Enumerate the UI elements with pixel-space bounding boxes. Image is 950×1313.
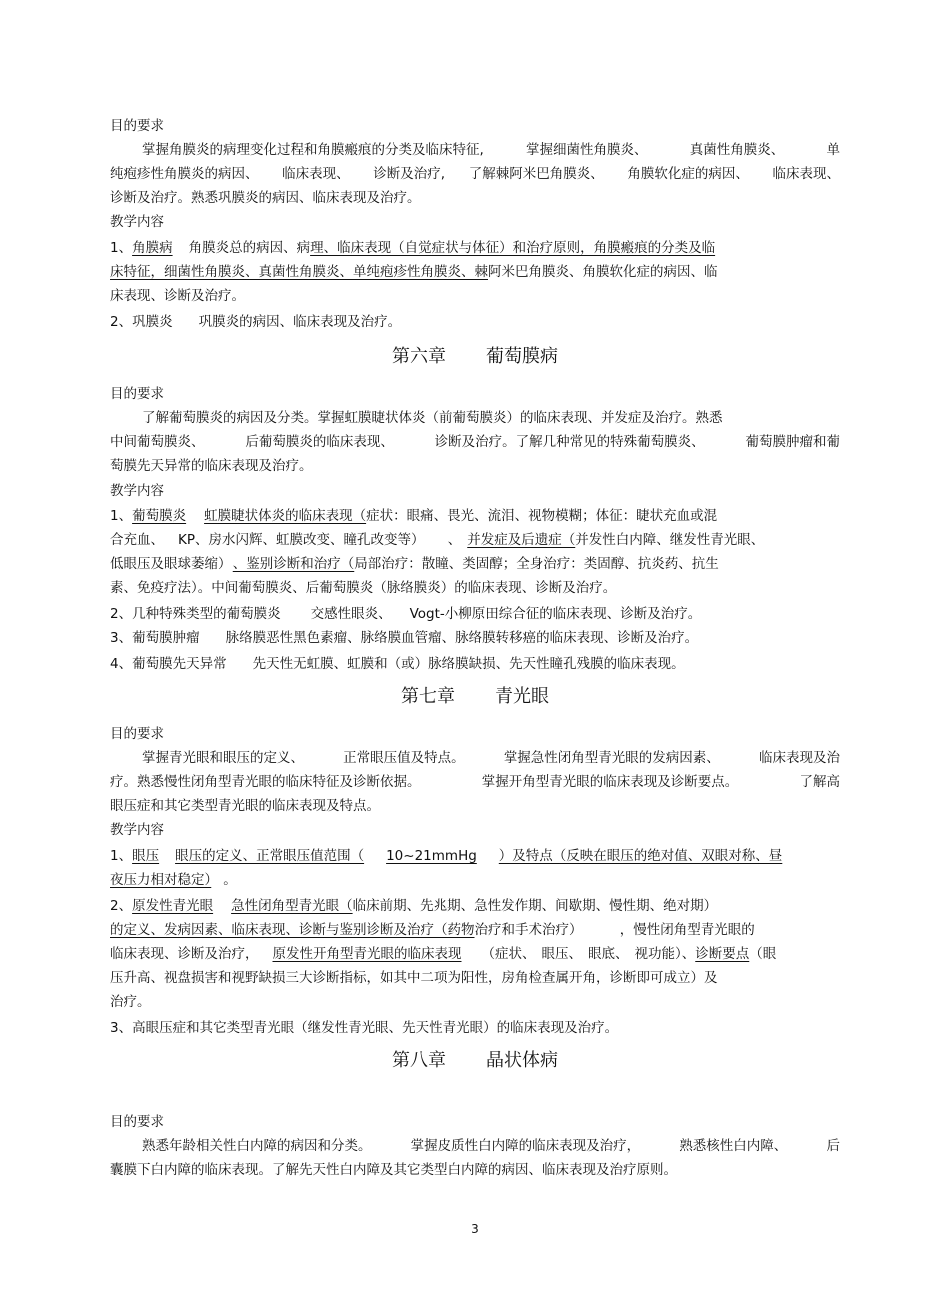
goal-text-line: 萄膜先天异常的临床表现及治疗。 [110, 458, 313, 474]
content-heading: 教学内容 [110, 483, 164, 499]
chapter-name: 青光眼 [495, 686, 549, 707]
text-run: 床特征， [110, 264, 164, 280]
text-run: 局部治疗：散瞳、类固醇；全身治疗：类固醇、抗炎药、抗生 [354, 556, 719, 572]
text-run: 4、葡萄膜先天异常 [110, 656, 227, 672]
text-run: 临床前期、先兆期、急性发作期、间歇期、慢性期、绝对期） [352, 898, 718, 914]
item-keyword: 眼压 [132, 848, 160, 864]
text-run: 合充血、 [110, 532, 164, 548]
text-run: 掌握急性闭角型青光眼的发病因素、 [503, 750, 720, 766]
goal-text-line [142, 140, 840, 160]
text-run: 眼底、 [588, 946, 629, 962]
text-run: 、 [447, 532, 462, 548]
goal-heading: 目的要求 [110, 386, 164, 402]
text-run: 眼压、 [541, 946, 582, 962]
text-run: 脉络膜恶性黑色素瘤、脉络膜血管瘤、脉络膜转移癌的临床表现、诊断及治疗。 [225, 630, 699, 646]
text-run: （症状、 [481, 946, 536, 962]
text-run: 巩膜炎的病因、临床表现及治疗。 [198, 314, 402, 330]
content-item: 床表现、诊断及治疗。 [110, 288, 245, 304]
text-run: 1、 [110, 508, 133, 524]
text-run: 。中间葡萄膜炎、后葡萄膜炎（脉络膜炎）的临床表现、诊断及治疗。 [197, 580, 617, 596]
text-run: 葡萄膜肿瘤和葡 [745, 434, 840, 450]
text-run: 诊断及治疗。了解几种常见的特殊葡萄膜炎、 [434, 434, 705, 450]
text-run: 后 [826, 1138, 840, 1154]
text-run: 药物 [447, 922, 475, 938]
chapter-number: 第八章 [392, 1050, 446, 1071]
text-run: 了解棘阿米巴角膜炎、 [468, 166, 604, 182]
text-run: 并发症及后遗症（ [467, 532, 576, 548]
text-run: ，慢性闭角型青光眼的 [619, 922, 755, 938]
item-keyword: 葡萄膜炎 [132, 508, 187, 524]
content-item [110, 604, 840, 624]
content-item [110, 262, 840, 282]
text-run: 夜压力相对稳定） [110, 872, 212, 888]
text-run: 、鉴别诊断和治疗（ [232, 556, 355, 572]
content-item [110, 846, 840, 866]
content-item [110, 238, 840, 258]
text-run: 中间葡萄膜炎、 [110, 434, 205, 450]
content-item [110, 870, 840, 890]
chapter-title [0, 684, 950, 710]
text-run: 急性闭角型青光眼（ [231, 898, 353, 914]
content-item [110, 506, 840, 526]
goal-text-line: 了解葡萄膜炎的病因及分类。掌握虹膜睫状体炎（前葡萄膜炎）的临床表现、并发症及治疗。熟悉 [142, 410, 723, 426]
text-run: 临床表现、 [282, 166, 350, 182]
text-run: 2、几种特殊类型的葡萄膜炎 [110, 606, 281, 622]
text-run: 2、 [110, 898, 133, 914]
text-run: 素、免疫疗法） [110, 580, 198, 596]
goal-heading: 目的要求 [110, 726, 164, 742]
goal-text-line [110, 164, 840, 184]
text-run: 原发性开角型青光眼的临床表现 [272, 946, 462, 962]
text-run: 1、 [110, 240, 133, 256]
text-run: 细菌性角膜炎、真菌性角膜炎、单纯疱疹性角膜炎、棘 [164, 264, 488, 280]
text-run: 掌握皮质性白内障的临床表现及治疗， [410, 1138, 641, 1154]
text-run: （眼 [749, 946, 777, 962]
text-run: 理、临床表现（自觉症状与体征）和治疗原则，角膜瘢痕 [310, 240, 648, 256]
text-run: 并发性白内障、继发性青光眼、 [575, 532, 765, 548]
text-run: 临床表现、诊断及治疗， [110, 946, 259, 962]
text-run: Vogt-小柳原田综合征的临床表现、诊断及治疗。 [409, 606, 702, 622]
text-run: 视功能）、 [634, 946, 696, 962]
item-keyword: 原发性青光眼 [132, 898, 214, 914]
chapter-number: 第六章 [392, 346, 446, 367]
text-run: 2、巩膜炎 [110, 314, 173, 330]
goal-text-line [110, 432, 840, 452]
text-run: 3、葡萄膜肿瘤 [110, 630, 200, 646]
text-run: 交感性眼炎、 [310, 606, 392, 622]
text-run: 的分类及临 [647, 240, 716, 256]
content-heading: 教学内容 [110, 822, 164, 838]
content-item [110, 628, 840, 648]
content-item [110, 896, 840, 916]
goal-text-line [110, 772, 840, 792]
chapter-title [0, 1048, 950, 1074]
text-run: 了解高 [799, 774, 840, 790]
goal-text-line: 诊断及治疗。熟悉巩膜炎的病因、临床表现及治疗。 [110, 190, 421, 206]
text-run: 诊断及治疗, [373, 166, 446, 182]
text-run: 的定义、发病因素、临床表现、诊断与鉴别诊断及治疗（ [110, 922, 448, 938]
content-item [110, 944, 840, 964]
text-run: 症状：眼痛、畏光、流泪、视物模糊；体征：睫状充血或混 [366, 508, 718, 524]
text-run: 熟悉年龄相关性白内障的病因和分类。 [142, 1138, 372, 1154]
text-run: 熟悉核性白内障、 [679, 1138, 788, 1154]
page-number: 3 [471, 1222, 479, 1236]
text-run: 眼压的定义、正常眼压值范围（ [175, 848, 365, 864]
content-item: 3、高眼压症和其它类型青光眼（继发性青光眼、先天性青光眼）的临床表现及治疗。 [110, 1020, 619, 1036]
text-run: 诊断要点 [695, 946, 750, 962]
text-run: KP、房水闪辉、虹膜改变、瞳孔改变等） [178, 532, 418, 548]
content-item [110, 654, 840, 674]
text-run: 角膜软化症的病因、 [627, 166, 749, 182]
text-run: 掌握青光眼和眼压的定义、 [142, 750, 304, 766]
content-item [110, 554, 840, 574]
content-item [110, 920, 840, 940]
text-run: 正常眼压值及特点。 [343, 750, 465, 766]
text-run: 后葡萄膜炎的临床表现、 [245, 434, 394, 450]
text-run: 疗。熟悉慢性闭角型青光眼的临床特征及诊断依据。 [110, 774, 421, 790]
text-run: 虹膜睫状体炎的临床表现（ [204, 508, 367, 524]
content-item: 治疗。 [110, 994, 151, 1010]
content-item [110, 530, 840, 550]
goal-text-line [142, 1136, 840, 1156]
text-run: 掌握细菌性角膜炎、 [526, 142, 648, 158]
text-run: 掌握开角型青光眼的临床表现及诊断要点。 [481, 774, 739, 790]
text-run: 临床表现、 [772, 166, 840, 182]
text-run: 低眼压及眼球萎缩） [110, 556, 225, 572]
goal-heading: 目的要求 [110, 1114, 164, 1130]
content-item [110, 312, 840, 332]
content-heading: 教学内容 [110, 214, 164, 230]
goal-heading: 目的要求 [110, 118, 164, 134]
goal-text-line: 眼压症和其它类型青光眼的临床表现及特点。 [110, 798, 380, 814]
text-run: 角膜炎总的病因、病 [188, 240, 311, 256]
text-run: 真菌性角膜炎、 [689, 142, 785, 158]
content-item: 压升高、视盘损害和视野缺损三大诊断指标，如其中二项为阳性，房角检查属开角，诊断即可成立）及 [110, 970, 718, 986]
goal-text-line: 囊膜下白内障的临床表现。了解先天性白内障及其它类型白内障的病因、临床表现及治疗原则。 [110, 1162, 677, 1178]
text-run: 掌握角膜炎的病理变化过程和角膜瘢痕的分类及临床特征, [142, 142, 484, 158]
text-run: 临床表现及治 [758, 750, 840, 766]
chapter-number: 第七章 [401, 686, 455, 707]
chapter-title [0, 344, 950, 370]
item-keyword: 角膜病 [132, 240, 173, 256]
chapter-name: 葡萄膜病 [486, 346, 558, 367]
goal-text-line [142, 748, 840, 768]
text-run: ）及特点（反映在眼压的绝对值、双眼对称、昼 [498, 848, 783, 864]
text-run: 治疗和手术治疗） [474, 922, 576, 938]
text-run: 单 [826, 142, 840, 158]
text-run: 1、 [110, 848, 133, 864]
text-run: 10~21mmHg [386, 848, 477, 864]
text-run: 先天性无虹膜、虹膜和（或）脉络膜缺损、先天性瞳孔残膜的临床表现。 [252, 656, 685, 672]
text-run: 。 [223, 872, 237, 888]
text-run: 阿米巴角膜炎、角膜软化症的病因、临 [488, 264, 718, 280]
text-run: 纯疱疹性角膜炎的病因、 [110, 166, 259, 182]
chapter-name: 晶状体病 [486, 1050, 558, 1071]
content-item [110, 578, 840, 598]
